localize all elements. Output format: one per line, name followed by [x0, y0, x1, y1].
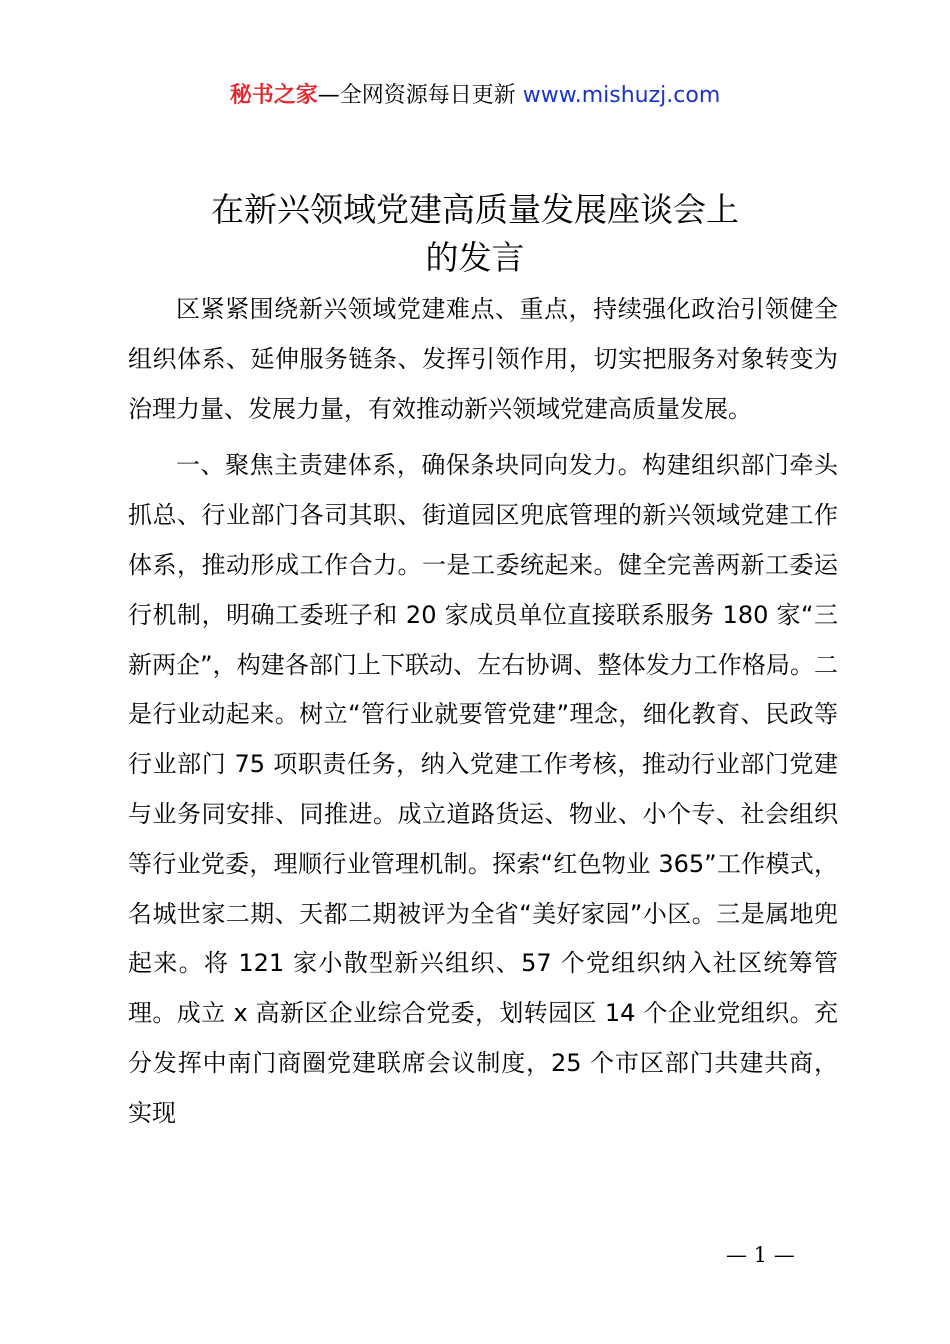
page-number: — 1 — — [726, 1243, 795, 1267]
body-paragraph: 区紧紧围绕新兴领域党建难点、重点，持续强化政治引领健全组织体系、延伸服务链条、发挥引领作用，切实把服务对象转变为治理力量、发展力量，有效推动新兴领域党建高质量发展。 — [128, 295, 838, 423]
site-brand-name: 秘书之家 — [229, 83, 318, 108]
site-watermark-header — [0, 80, 950, 112]
document-title-line-2: 的发言 — [425, 238, 525, 277]
document-title-line-1: 在新兴领域党建高质量发展座谈会上 — [211, 190, 739, 229]
body-paragraph: 一、聚焦主责建体系，确保条块同向发力。构建组织部门牵头抓总、行业部门各司其职、街道园区兜底管理的新兴领域党建工作体系，推动形成工作合力。一是工委统起来。健全完善两新工委运行机制，明确工委班子和 20 家成员单位直接联系服务 180 家“三新两企”，构建各部门上下联动、左右协调、整体发力工作格局。二是行业动起来。树立“管行业就要管党建”理念，细化教育、民政等行业部门 75 项职责任务，纳入党建工作考核，推动行业部门党建与业务同安排、同推进。成立道路货运、物业、小个专、社会组织等行业党委，理顺行业管理机制。探索“红色物业 365”工作模式，名城世家二期、天都二期被评为全省“美好家园”小区。三是属地兜起来。将 121 家小散型新兴组织、57 个党组织纳入社区统筹管理。成立 x 高新区企业综合党委，划转园区 14 个企业党组织。充分发挥中南门商圈党建联席会议制度，25 个市区部门共建共商，实现 — [128, 451, 838, 1127]
document-title — [0, 186, 950, 282]
site-tagline: —全网资源每日更新 — [317, 83, 523, 108]
document-body — [128, 285, 838, 1139]
site-url-link[interactable]: www.mishuzj.com — [522, 83, 721, 108]
